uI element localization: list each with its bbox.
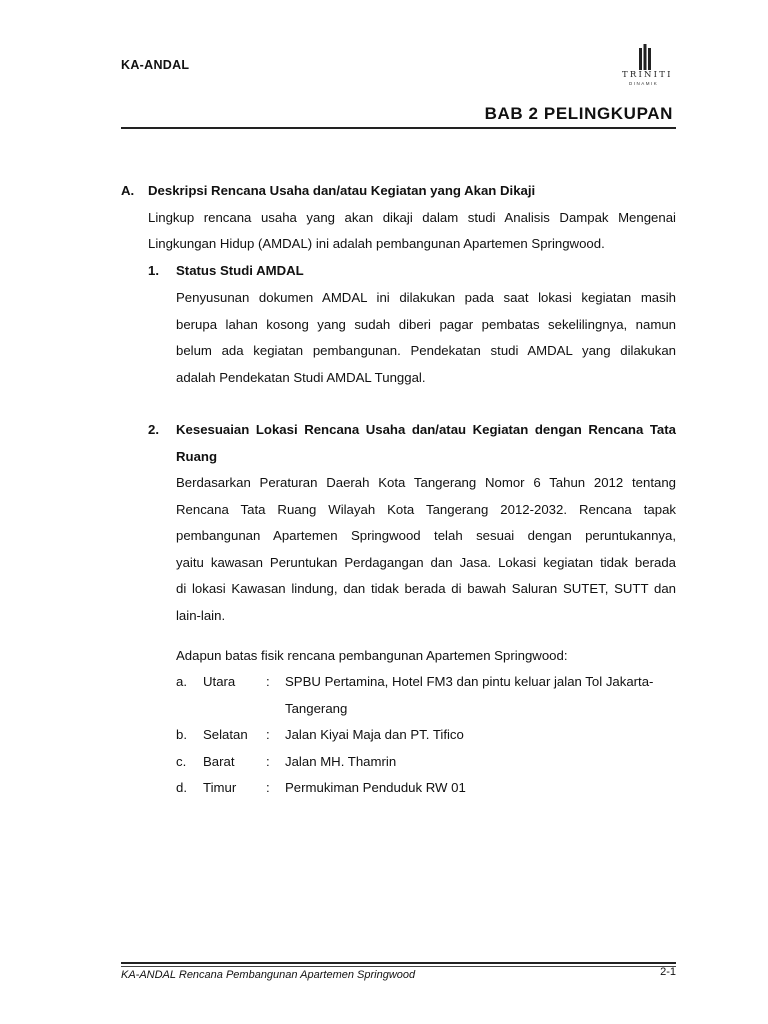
boundary-b-letter: b. <box>176 727 187 742</box>
boundary-d-colon: : <box>266 780 270 795</box>
section-a-intro-line-2: Lingkungan Hidup (AMDAL) ini adalah pembangunan Apartemen Springwood. <box>148 236 605 251</box>
logo-mark-icon <box>606 44 682 70</box>
section-a-marker: A. <box>121 183 135 198</box>
section-a-heading: Deskripsi Rencana Usaha dan/atau Kegiatan yang Akan Dikaji <box>148 183 536 198</box>
item-2-line-4: yaitu kawasan Peruntukan Perdagangan dan Jasa. Lokasi kegiatan tidak berada <box>176 555 676 570</box>
footer-title: KA-ANDAL Rencana Pembangunan Apartemen Springwood <box>121 969 416 981</box>
item-1-line-1: Penyusunan dokumen AMDAL ini dilakukan pada saat lokasi kegiatan masih <box>176 290 676 305</box>
logo-wordmark: TRINITI <box>622 70 673 80</box>
boundary-b-colon: : <box>266 727 270 742</box>
boundary-d-text: Permukiman Penduduk RW 01 <box>285 780 466 795</box>
item-1-line-2: berupa lahan kosong yang sudah diberi pagar pembatas sekelilingnya, namun <box>176 317 676 332</box>
item-1-heading: Status Studi AMDAL <box>176 263 304 278</box>
boundary-a-letter: a. <box>176 674 187 689</box>
item-2-heading-line-1: Kesesuaian Lokasi Rencana Usaha dan/atau Kegiatan dengan Rencana Tata <box>176 422 676 437</box>
item-2-line-3: pembangunan Apartemen Springwood telah sesuai dengan peruntukannya, <box>176 528 676 543</box>
section-a-intro-line-1: Lingkup rencana usaha yang akan dikaji dalam studi Analisis Dampak Mengenai <box>148 210 676 225</box>
item-2-heading-line-2: Ruang <box>176 449 218 464</box>
boundary-intro: Adapun batas fisik rencana pembangunan Apartemen Springwood: <box>176 648 568 663</box>
footer-divider-thin <box>121 966 676 967</box>
item-2-line-1: Berdasarkan Peraturan Daerah Kota Tangerang Nomor 6 Tahun 2012 tentang <box>176 475 676 490</box>
boundary-b-direction: Selatan <box>203 727 248 742</box>
header-divider <box>121 127 676 129</box>
item-2-marker: 2. <box>148 422 159 437</box>
item-1-marker: 1. <box>148 263 159 278</box>
footer-divider-thick <box>121 962 676 964</box>
item-2-line-6: lain-lain. <box>176 608 226 623</box>
boundary-c-text: Jalan MH. Thamrin <box>285 754 397 769</box>
boundary-c-letter: c. <box>176 754 187 769</box>
boundary-a-text-cont: Tangerang <box>285 701 348 716</box>
logo-subtitle: DINAMIK <box>629 81 659 86</box>
item-2-line-5: di lokasi Kawasan lindung, dan tidak berada di bawah Saluran SUTET, SUTT dan <box>176 581 676 596</box>
item-2-line-2: Rencana Tata Ruang Wilayah Kota Tangerang 2012-2032. Rencana tapak <box>176 502 676 517</box>
boundary-b-text: Jalan Kiyai Maja dan PT. Tifico <box>285 727 464 742</box>
boundary-a-direction: Utara <box>203 674 236 689</box>
chapter-title: BAB 2 PELINGKUPAN <box>484 104 673 123</box>
item-1-line-3: belum ada kegiatan pembangunan. Pendekatan studi AMDAL yang dilakukan <box>176 343 676 358</box>
company-logo <box>606 44 682 90</box>
boundary-c-colon: : <box>266 754 270 769</box>
running-head: KA-ANDAL <box>121 58 190 72</box>
boundary-a-text: SPBU Pertamina, Hotel FM3 dan pintu keluar jalan Tol Jakarta- <box>285 674 654 689</box>
boundary-d-direction: Timur <box>203 780 237 795</box>
page-number: 2-1 <box>660 966 676 978</box>
boundary-a-colon: : <box>266 674 270 689</box>
boundary-c-direction: Barat <box>203 754 235 769</box>
item-1-line-4: adalah Pendekatan Studi AMDAL Tunggal. <box>176 370 426 385</box>
boundary-d-letter: d. <box>176 780 187 795</box>
